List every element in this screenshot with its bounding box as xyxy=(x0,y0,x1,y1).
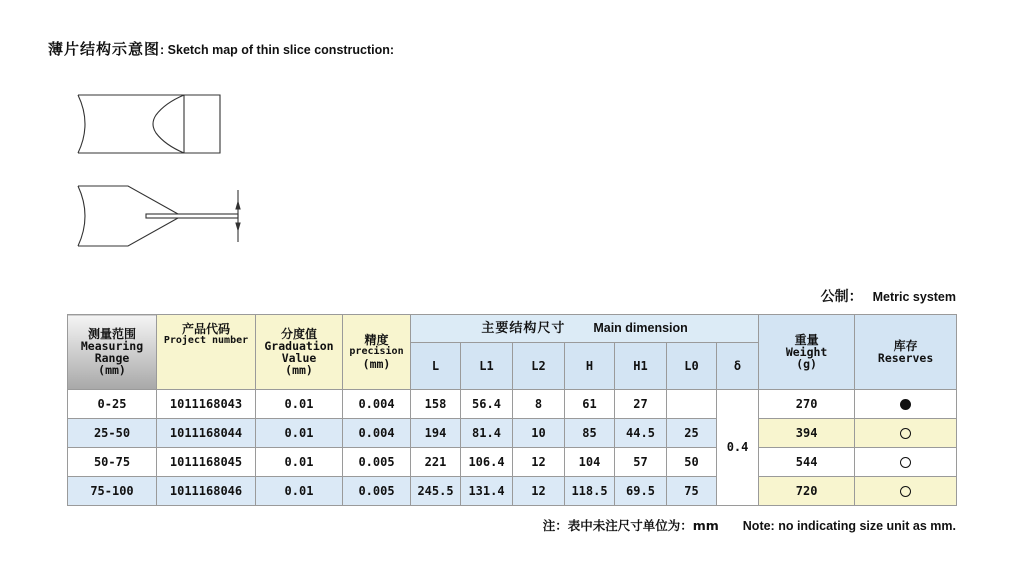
cell-weight: 720 xyxy=(759,477,855,506)
cell-reserves xyxy=(855,390,957,419)
cell-prec: 0.005 xyxy=(343,448,411,477)
header-L0: L0 xyxy=(667,343,717,390)
cell-reserves xyxy=(855,419,957,448)
cell-prec: 0.005 xyxy=(343,477,411,506)
cell-grad: 0.01 xyxy=(256,448,343,477)
header-delta: δ xyxy=(717,343,759,390)
cell-L2: 12 xyxy=(513,448,565,477)
cell-H1: 27 xyxy=(615,390,667,419)
cell-code: 1011168043 xyxy=(157,390,256,419)
cell-H: 61 xyxy=(565,390,615,419)
cell-code: 1011168046 xyxy=(157,477,256,506)
header-reserves: 库存 Reserves xyxy=(855,315,957,390)
cell-H1: 57 xyxy=(615,448,667,477)
cell-H: 118.5 xyxy=(565,477,615,506)
cell-weight: 544 xyxy=(759,448,855,477)
cell-prec: 0.004 xyxy=(343,390,411,419)
metric-cn: 公制： xyxy=(820,289,863,305)
cell-reserves xyxy=(855,448,957,477)
cell-L1: 106.4 xyxy=(461,448,513,477)
cell-L: 158 xyxy=(411,390,461,419)
thin-slice-sketch xyxy=(70,85,260,255)
header-L: L xyxy=(411,343,461,390)
cell-weight: 394 xyxy=(759,419,855,448)
footnote-cn: 注：表中未注尺寸单位为：mm xyxy=(542,518,719,533)
cell-reserves xyxy=(855,477,957,506)
open-circle-icon xyxy=(900,486,911,497)
cell-range: 0-25 xyxy=(68,390,157,419)
header-L1: L1 xyxy=(461,343,513,390)
header-project-number: 产品代码 Project number xyxy=(157,315,256,390)
cell-grad: 0.01 xyxy=(256,477,343,506)
header-H1: H1 xyxy=(615,343,667,390)
metric-system-label xyxy=(821,286,956,306)
cell-L1: 131.4 xyxy=(461,477,513,506)
header-measuring-range: 测量范围 Measuring Range (mm) xyxy=(68,315,157,390)
cell-delta: 0.4 xyxy=(717,390,759,506)
footnote xyxy=(543,516,956,534)
cell-H1: 69.5 xyxy=(615,477,667,506)
cell-L0: 50 xyxy=(667,448,717,477)
open-circle-icon xyxy=(900,428,911,439)
cell-L: 245.5 xyxy=(411,477,461,506)
cell-H: 85 xyxy=(565,419,615,448)
footnote-en: Note: no indicating size unit as mm. xyxy=(742,519,956,533)
cell-L: 194 xyxy=(411,419,461,448)
cell-L1: 81.4 xyxy=(461,419,513,448)
filled-circle-icon xyxy=(900,399,911,410)
cell-weight: 270 xyxy=(759,390,855,419)
header-L2: L2 xyxy=(513,343,565,390)
cell-code: 1011168044 xyxy=(157,419,256,448)
header-precision: 精度 precision (mm) xyxy=(343,315,411,390)
table-row xyxy=(68,448,957,477)
header-H: H xyxy=(565,343,615,390)
header-main-dimension: 主要结构尺寸 Main dimension xyxy=(411,315,759,343)
cell-L: 221 xyxy=(411,448,461,477)
table-row xyxy=(68,419,957,448)
cell-H1: 44.5 xyxy=(615,419,667,448)
cell-grad: 0.01 xyxy=(256,390,343,419)
cell-H: 104 xyxy=(565,448,615,477)
cell-L0: 25 xyxy=(667,419,717,448)
title-en: : Sketch map of thin slice construction: xyxy=(160,43,395,57)
cell-range: 50-75 xyxy=(68,448,157,477)
title-cn: 薄片结构示意图 xyxy=(48,40,161,58)
cell-L1: 56.4 xyxy=(461,390,513,419)
page-title xyxy=(48,38,394,59)
header-graduation: 分度值 Graduation Value (mm) xyxy=(256,315,343,390)
cell-L2: 12 xyxy=(513,477,565,506)
cell-range: 25-50 xyxy=(68,419,157,448)
table-row xyxy=(68,390,957,419)
cell-L0 xyxy=(667,390,717,419)
cell-L0: 75 xyxy=(667,477,717,506)
header-weight: 重量 Weight (g) xyxy=(759,315,855,390)
cell-L2: 8 xyxy=(513,390,565,419)
cell-L2: 10 xyxy=(513,419,565,448)
cell-grad: 0.01 xyxy=(256,419,343,448)
open-circle-icon xyxy=(900,457,911,468)
metric-en: Metric system xyxy=(872,290,956,304)
cell-code: 1011168045 xyxy=(157,448,256,477)
cell-range: 75-100 xyxy=(68,477,157,506)
cell-prec: 0.004 xyxy=(343,419,411,448)
spec-table xyxy=(67,314,957,506)
table-row xyxy=(68,477,957,506)
